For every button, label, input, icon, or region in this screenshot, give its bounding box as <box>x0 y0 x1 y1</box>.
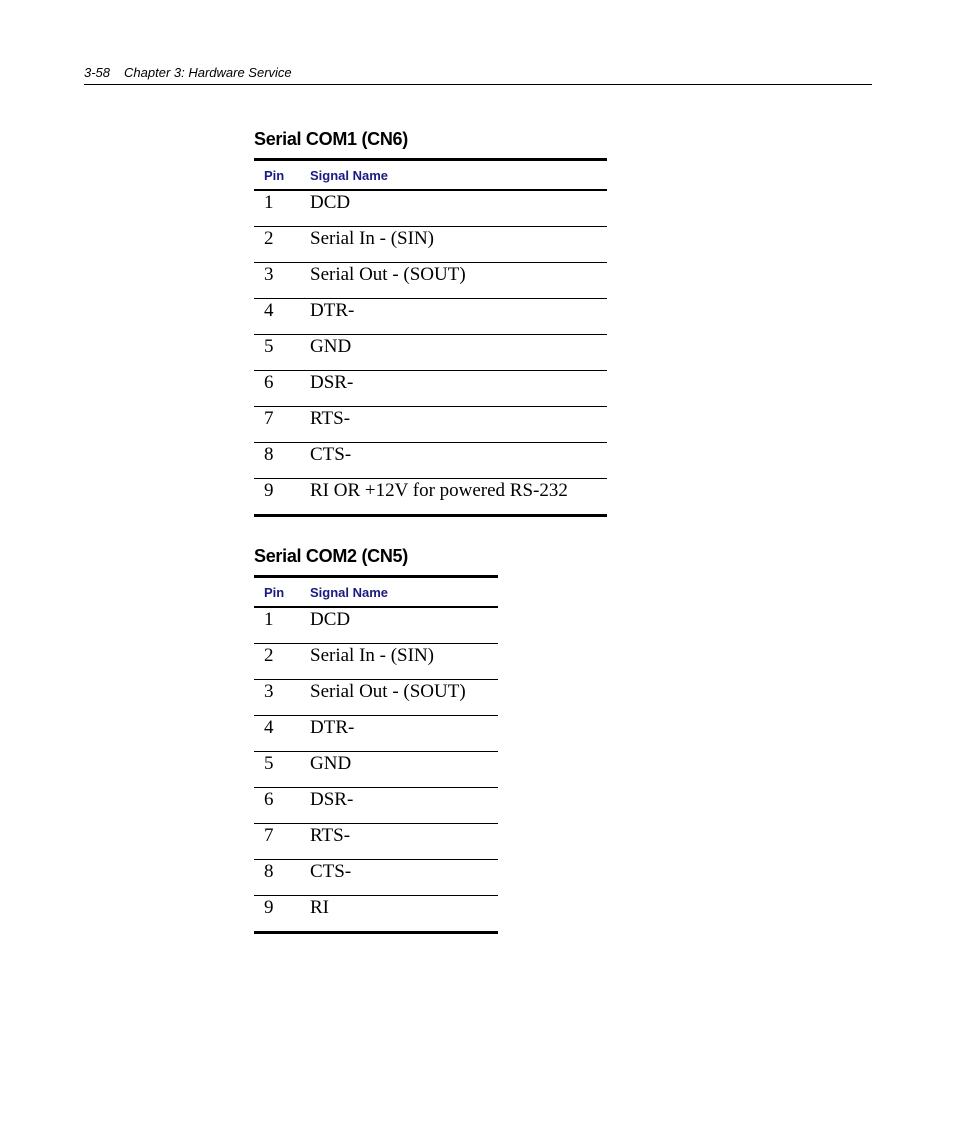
signal-cell: DSR- <box>310 371 607 407</box>
signal-cell: RI <box>310 897 329 918</box>
table-row <box>254 371 607 407</box>
pin-cell: 9 <box>264 480 274 501</box>
table-row <box>254 190 607 227</box>
table-row <box>254 227 607 263</box>
pin-cell: 5 <box>254 752 310 788</box>
column-header-signal-name: Signal Name <box>310 160 607 191</box>
table-row <box>254 407 607 443</box>
pin-cell: 1 <box>254 607 310 644</box>
pin-cell: 6 <box>254 788 310 824</box>
page-header <box>84 64 872 85</box>
table-header-row <box>254 577 498 608</box>
signal-cell: Serial In - (SIN) <box>310 644 498 680</box>
table-row <box>254 824 498 860</box>
column-header-pin: Pin <box>254 160 310 191</box>
com2-pin-table <box>254 575 498 934</box>
com1-pin-table <box>254 158 607 517</box>
table-row <box>254 443 607 479</box>
pin-cell: 1 <box>254 190 310 227</box>
signal-cell: DSR- <box>310 788 498 824</box>
signal-cell: RI OR +12V for powered RS-232 <box>310 480 568 501</box>
signal-cell: DTR- <box>310 299 607 335</box>
table-row <box>254 860 498 896</box>
pin-cell: 2 <box>254 644 310 680</box>
com1-section <box>254 128 607 517</box>
signal-cell: RTS- <box>310 824 498 860</box>
column-header-signal-name: Signal Name <box>310 577 498 608</box>
table-row <box>254 788 498 824</box>
com2-section <box>254 545 498 934</box>
column-header-pin: Pin <box>254 577 310 608</box>
signal-cell: RTS- <box>310 407 607 443</box>
pin-cell: 3 <box>254 680 310 716</box>
pin-cell: 9 <box>264 897 274 918</box>
signal-cell: GND <box>310 752 498 788</box>
pin-cell: 2 <box>254 227 310 263</box>
signal-cell: DTR- <box>310 716 498 752</box>
pin-cell: 3 <box>254 263 310 299</box>
pin-cell: 8 <box>254 443 310 479</box>
signal-cell: CTS- <box>310 860 498 896</box>
table-row <box>254 335 607 371</box>
page-number: 3-58 <box>84 65 111 80</box>
table-row <box>254 752 498 788</box>
pin-cell: 8 <box>254 860 310 896</box>
pin-cell: 6 <box>254 371 310 407</box>
table-row <box>254 716 498 752</box>
pin-cell: 4 <box>254 716 310 752</box>
table-row <box>254 680 498 716</box>
com1-title: Serial COM1 (CN6) <box>254 129 408 149</box>
table-row <box>254 263 607 299</box>
table-header-row <box>254 160 607 191</box>
signal-cell: CTS- <box>310 443 607 479</box>
pin-cell: 4 <box>254 299 310 335</box>
signal-cell: Serial In - (SIN) <box>310 227 607 263</box>
table-row <box>254 896 498 933</box>
signal-cell: Serial Out - (SOUT) <box>310 680 498 716</box>
table-row <box>254 479 607 516</box>
chapter-title: Chapter 3: Hardware Service <box>124 65 292 80</box>
table-row <box>254 299 607 335</box>
signal-cell: DCD <box>310 190 607 227</box>
pin-cell: 5 <box>254 335 310 371</box>
signal-cell: GND <box>310 335 607 371</box>
table-row <box>254 607 498 644</box>
signal-cell: DCD <box>310 607 498 644</box>
table-row <box>254 644 498 680</box>
com2-title: Serial COM2 (CN5) <box>254 546 408 566</box>
signal-cell: Serial Out - (SOUT) <box>310 263 607 299</box>
pin-cell: 7 <box>254 824 310 860</box>
pin-cell: 7 <box>254 407 310 443</box>
